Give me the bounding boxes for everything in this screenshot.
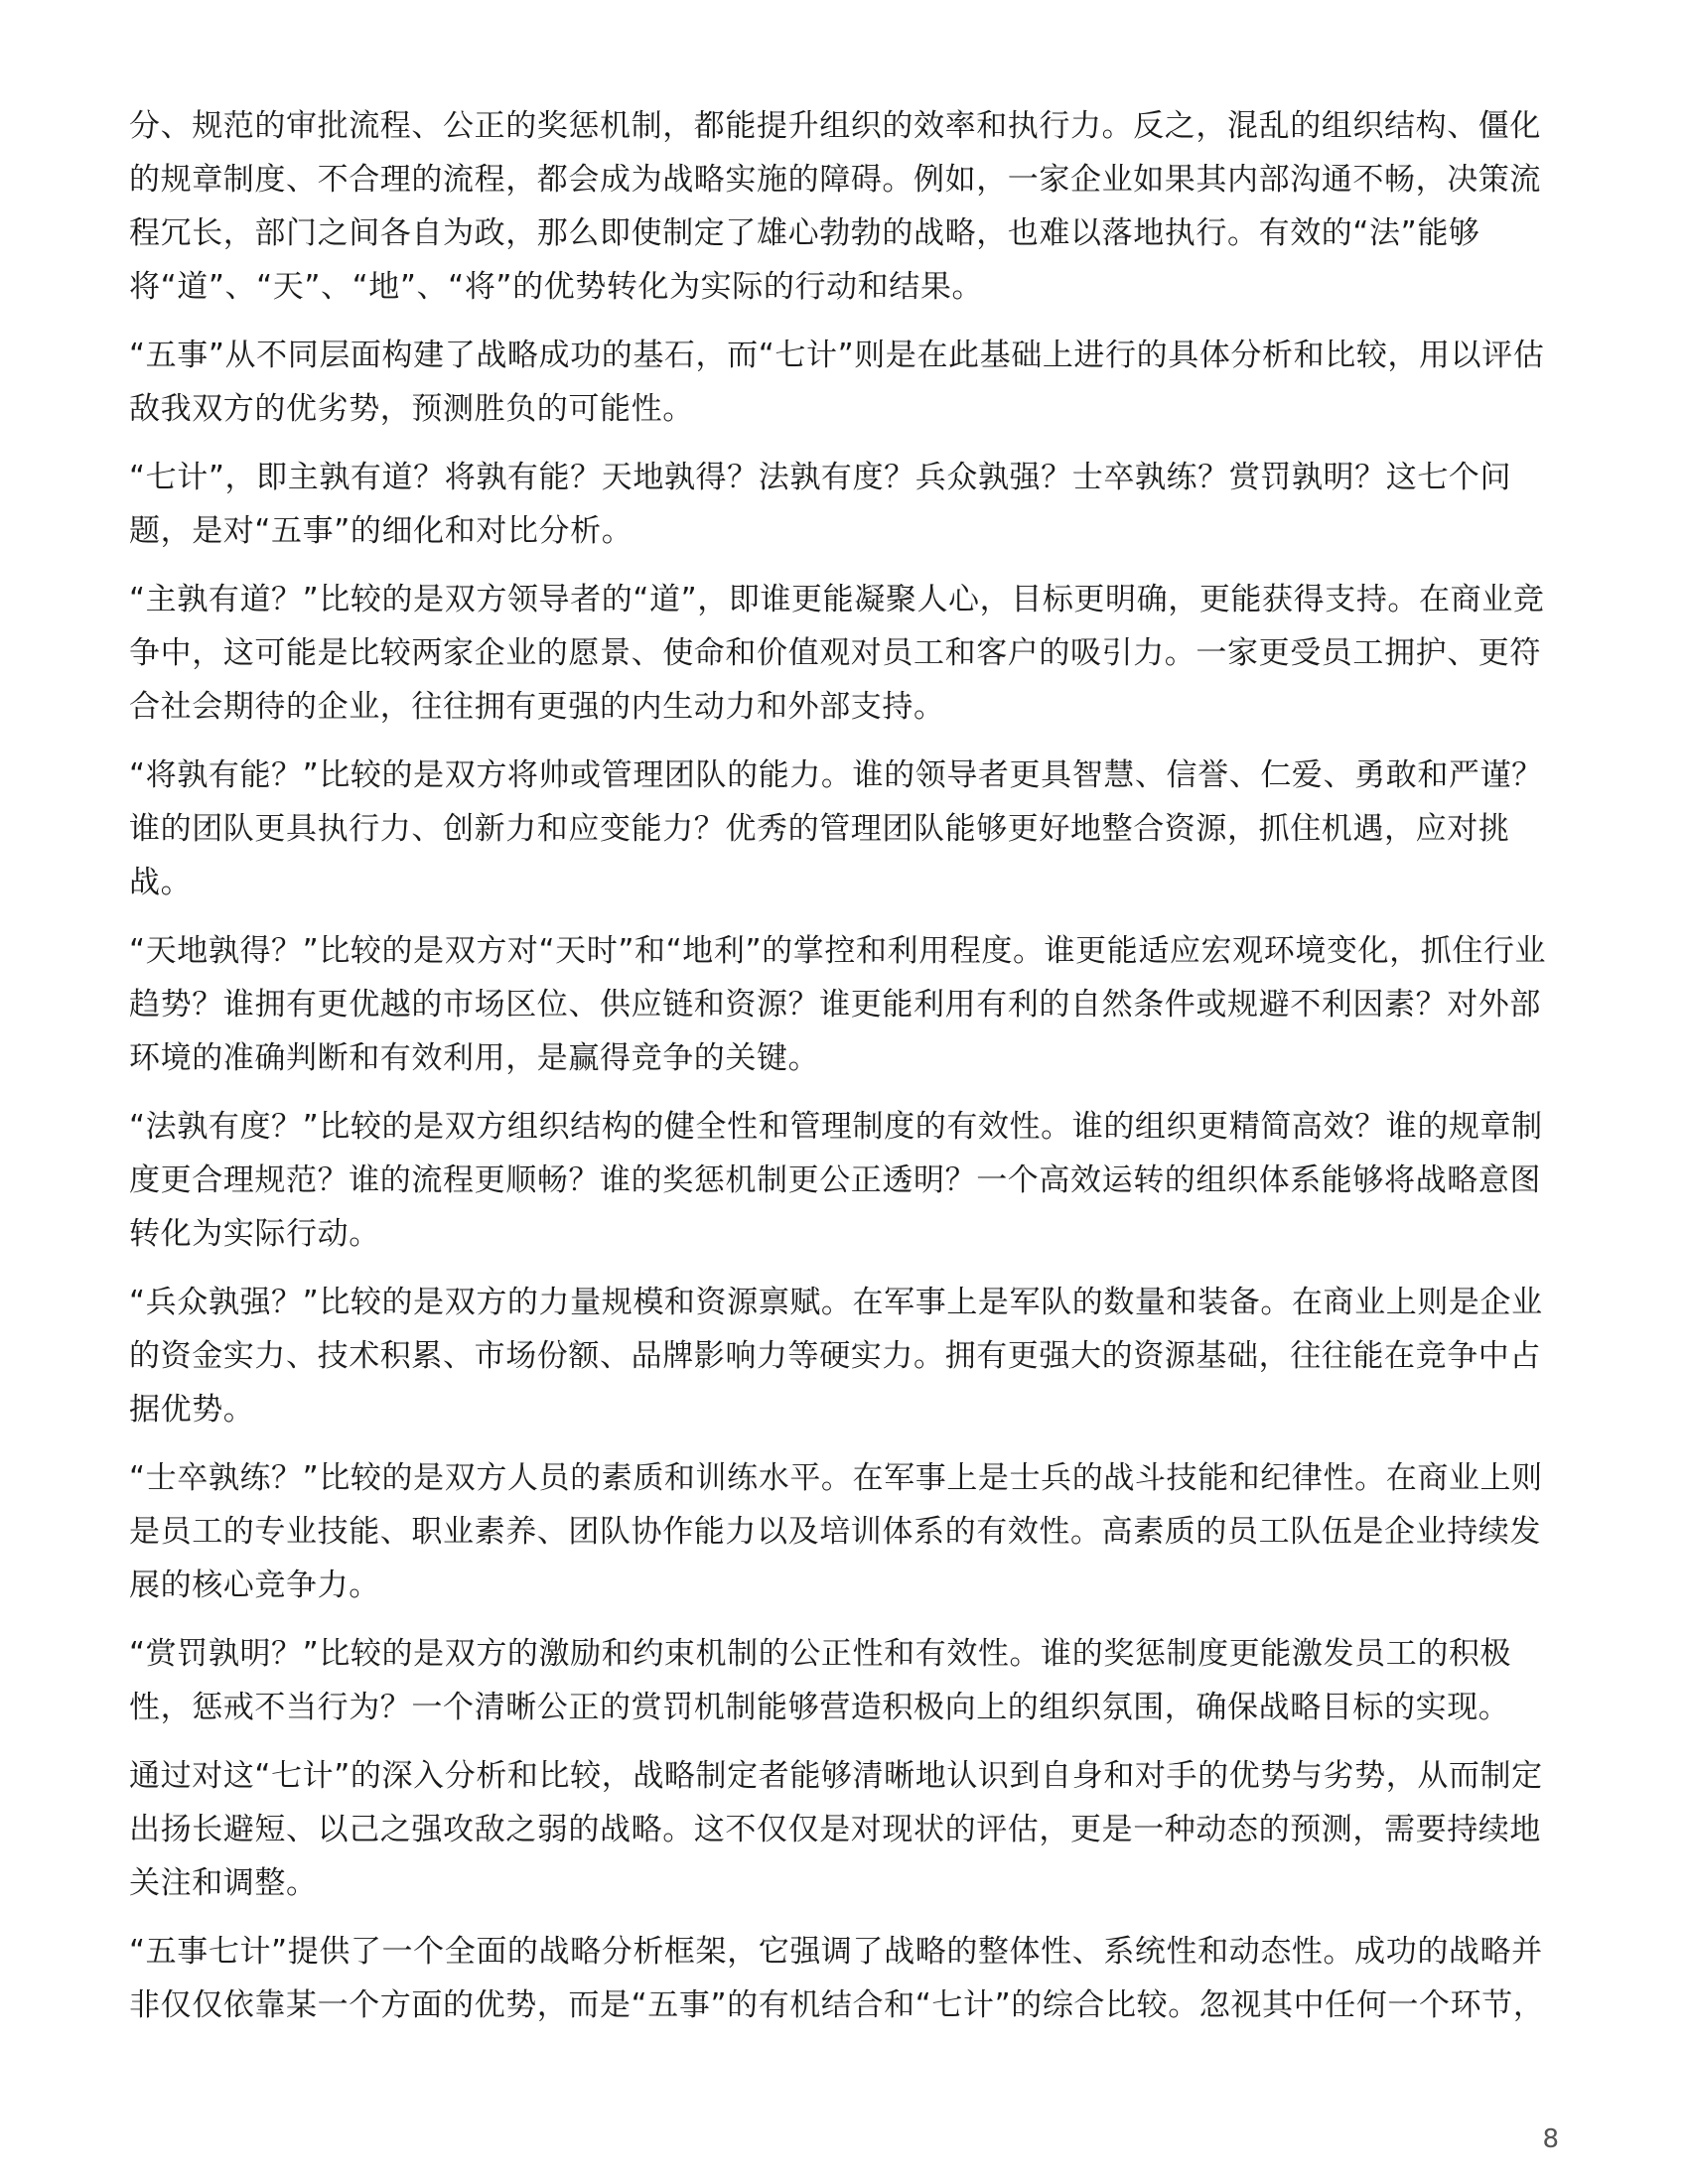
paragraph: “兵众孰强？”比较的是双方的力量规模和资源禀赋。在军事上是军队的数量和装备。在商业上则是企业的资金实力、技术积累、市场份额、品牌影响力等硬实力。拥有更强大的资源基础，往往能在竞争中占据优势。 — [129, 1285, 1543, 1428]
paragraph: “五事七计”提供了一个全面的战略分析框架，它强调了战略的整体性、系统性和动态性。成功的战略并非仅仅依靠某一个方面的优势，而是“五事”的有机结合和“七计”的综合比较。忽视其中任何一个环节， — [129, 1934, 1545, 2023]
paragraph: 分、规范的审批流程、公正的奖惩机制，都能提升组织的效率和执行力。反之，混乱的组织结构、僵化的规章制度、不合理的流程，都会成为战略实施的障碍。例如，一家企业如果其内部沟通不畅，决策流程冗长，部门之间各自为政，那么即使制定了雄心勃勃的战略，也难以落地执行。有效的“法”能够将“道”、“天”、“地”、“将”的优势转化为实际的行动和结果。 — [129, 108, 1541, 305]
document-body — [129, 99, 1559, 2047]
page-number: 8 — [1542, 2124, 1559, 2154]
paragraph: “士卒孰练？”比较的是双方人员的素质和训练水平。在军事上是士兵的战斗技能和纪律性。在商业上则是员工的专业技能、职业素养、团队协作能力以及培训体系的有效性。高素质的员工队伍是企业持续发展的核心竞争力。 — [129, 1460, 1543, 1603]
paragraph: “天地孰得？”比较的是双方对“天时”和“地利”的掌控和利用程度。谁更能适应宏观环境变化，抓住行业趋势？谁拥有更优越的市场区位、供应链和资源？谁更能利用有利的自然条件或规避不利因素？对外部环境的准确判断和有效利用，是赢得竞争的关键。 — [129, 933, 1547, 1076]
paragraph: “将孰有能？”比较的是双方将帅或管理团队的能力。谁的领导者更具智慧、信誉、仁爱、勇敢和严谨？谁的团队更具执行力、创新力和应变能力？优秀的管理团队能够更好地整合资源，抓住机遇，应对挑战。 — [129, 757, 1543, 900]
paragraph: “赏罚孰明？”比较的是双方的激励和约束机制的公正性和有效性。谁的奖惩制度更能激发员工的积极性，惩戒不当行为？一个清晰公正的赏罚机制能够营造积极向上的组织氛围，确保战略目标的实现。 — [129, 1636, 1512, 1725]
paragraph: 通过对这“七计”的深入分析和比较，战略制定者能够清晰地认识到自身和对手的优势与劣势，从而制定出扬长避短、以己之强攻敌之弱的战略。这不仅仅是对现状的评估，更是一种动态的预测，需要持续地关注和调整。 — [129, 1758, 1543, 1901]
paragraph: “主孰有道？”比较的是双方领导者的“道”，即谁更能凝聚人心，目标更明确，更能获得支持。在商业竞争中，这可能是比较两家企业的愿景、使命和价值观对员工和客户的吸引力。一家更受员工拥护、更符合社会期待的企业，往往拥有更强的内生动力和外部支持。 — [129, 582, 1545, 725]
paragraph: “七计”，即主孰有道？将孰有能？天地孰得？法孰有度？兵众孰强？士卒孰练？赏罚孰明？这七个问题，是对“五事”的细化和对比分析。 — [129, 460, 1512, 549]
paragraph: “五事”从不同层面构建了战略成功的基石，而“七计”则是在此基础上进行的具体分析和比较，用以评估敌我双方的优劣势，预测胜负的可能性。 — [129, 338, 1545, 427]
paragraph: “法孰有度？”比较的是双方组织结构的健全性和管理制度的有效性。谁的组织更精简高效？谁的规章制度更合理规范？谁的流程更顺畅？谁的奖惩机制更公正透明？一个高效运转的组织体系能够将战略意图转化为实际行动。 — [129, 1109, 1543, 1252]
